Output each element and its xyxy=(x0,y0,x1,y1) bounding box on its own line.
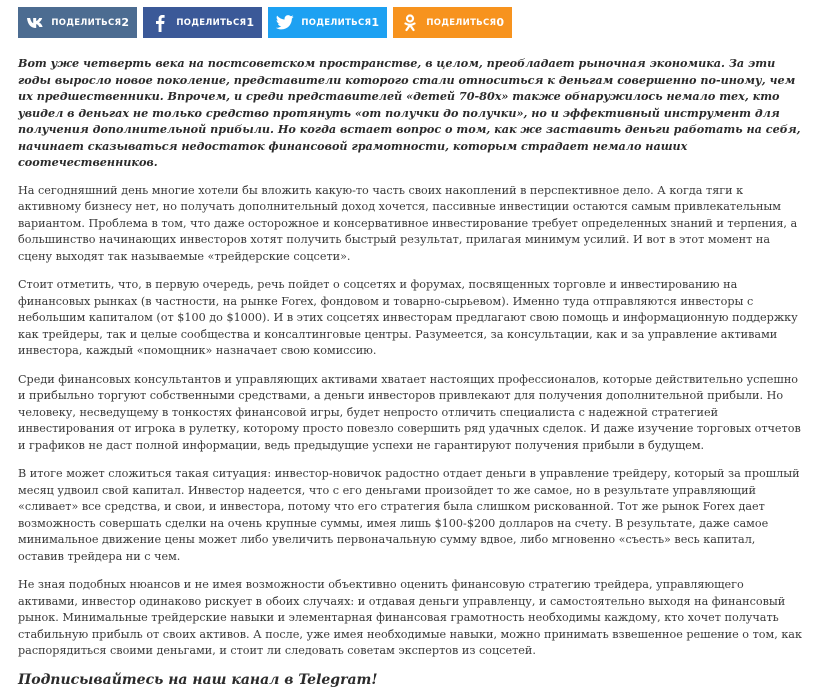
share-count: 1 xyxy=(246,16,254,29)
share-count: 2 xyxy=(121,16,129,29)
article-paragraph: Среди финансовых консультантов и управляющих активами хватает настоящих профессионалов, которые действительно успешно и прибыльно торгуют собственными средствами, а деньги инвесторов привлекают для получения дополнительной прибыли. Но человеку, несведущему в тонкостях финансовой игры, будет непросто отличить специалиста с надежной стратегией инвестирования от игрока в рулетку, которому просто повезло совершить ряд удачных сделок. И даже изучение торговых отчетов и графиков не даст полной информации, ведь предыдущие успехи не гарантируют получения прибыли в будущем. xyxy=(18,372,801,452)
ok-icon xyxy=(401,13,419,33)
share-button-vk[interactable] xyxy=(18,7,137,38)
article-paragraph: На сегодняшний день многие хотели бы вложить какую-то часть своих накоплений в перспективное дело. А когда тяги к активному бизнесу нет, но получать дополнительный доход хочется, пассивные инвестиции остаются самым привлекательным вариантом. Проблема в том, что даже осторожное и консервативное инвестирование требует определенных знаний и терпения, а большинство начинающих инвесторов хотят получить быстрый результат, прилагая минимум усилий. И вот в этот момент на сцену выходят так называемые «трейдерские соцсети». xyxy=(18,183,798,263)
share-button-odnoklassniki[interactable] xyxy=(393,7,512,38)
article-paragraph: Стоит отметить, что, в первую очередь, речь пойдет о соцсетях и форумах, посвященных торговле и инвестированию на финансовых рынках (в частности, на рынке Forex, фондовом и товарно-сырьевом). Именно туда отправляются инвесторы с небольшим капиталом (от $100 до $1000). И в этих соцсетях инвесторам предлагают свою помощь и информационную поддержку как трейдеры, так и целые сообщества и консалтинговые центры. Разумеется, за консультации, как и за управление активами инвестора, каждый «помощник» назначает свою комиссию. xyxy=(18,278,798,357)
telegram-cta: Подписывайтесь на наш канал в Telegram! xyxy=(18,671,378,688)
article-body xyxy=(18,55,804,688)
share-count: 1 xyxy=(371,16,379,29)
share-label: ПОДЕЛИТЬСЯ xyxy=(426,17,497,28)
share-label: ПОДЕЛИТЬСЯ xyxy=(51,17,122,28)
article-lead: Вот уже четверть века на постсоветском пространстве, в целом, преобладает рыночная экономика. За эти годы выросло новое поколение, представители которого стали относиться к деньгам совершенно по-иному, чем их предшественники. Впрочем, и среди представителей «детей 70-80х» также обнаружилось немало тех, кто увидел в деньгах не только средство протянуть «от получки до получки», но и эффективный инструмент для получения дополнительной прибыли. Но когда встает вопрос о том, как же заставить деньги работать на себя, начинает сказываться недостаток финансовой грамотности, которым страдает немало наших соотечественников. xyxy=(18,56,801,169)
vk-icon xyxy=(26,13,44,33)
facebook-icon xyxy=(151,13,169,33)
article-paragraph: В итоге может сложиться такая ситуация: инвестор-новичок радостно отдает деньги в управление трейдеру, который за прошлый месяц удвоил свой капитал. Инвестор надеется, что с его деньгами произойдет то же самое, но в результате управляющий «сливает» все средства, и свои, и инвестора, потому что его стратегия была слишком рискованной. Тот же рынок Forex дает возможность совершать сделки на очень крупные суммы, имея лишь $100-$200 долларов на счету. В результате, даже самое минимальное движение цены может либо увеличить первоначальную сумму вдвое, либо мгновенно «съесть» весь капитал, оставив трейдера ни с чем. xyxy=(18,467,800,563)
share-button-facebook[interactable] xyxy=(143,7,262,38)
share-label: ПОДЕЛИТЬСЯ xyxy=(176,17,247,28)
share-bar xyxy=(18,7,512,38)
share-label: ПОДЕЛИТЬСЯ xyxy=(301,17,372,28)
twitter-icon xyxy=(276,13,294,33)
article-paragraph: Не зная подобных нюансов и не имея возможности объективно оценить финансовую стратегию трейдера, управляющего активами, инвестор одинаково рискует в обоих случаях: и отдавая деньги управленцу, и самостоятельно выходя на финансовый рынок. Минимальные трейдерские навыки и элементарная финансовая грамотность необходимы каждому, кто хочет получать стабильную прибыль от своих активов. А после, уже имея необходимые навыки, можно принимать взвешенное решение о том, как распорядиться своими деньгами, и стоит ли следовать советам экспертов из соцсетей. xyxy=(18,578,802,657)
share-count: 0 xyxy=(496,16,504,29)
share-button-twitter[interactable] xyxy=(268,7,387,38)
